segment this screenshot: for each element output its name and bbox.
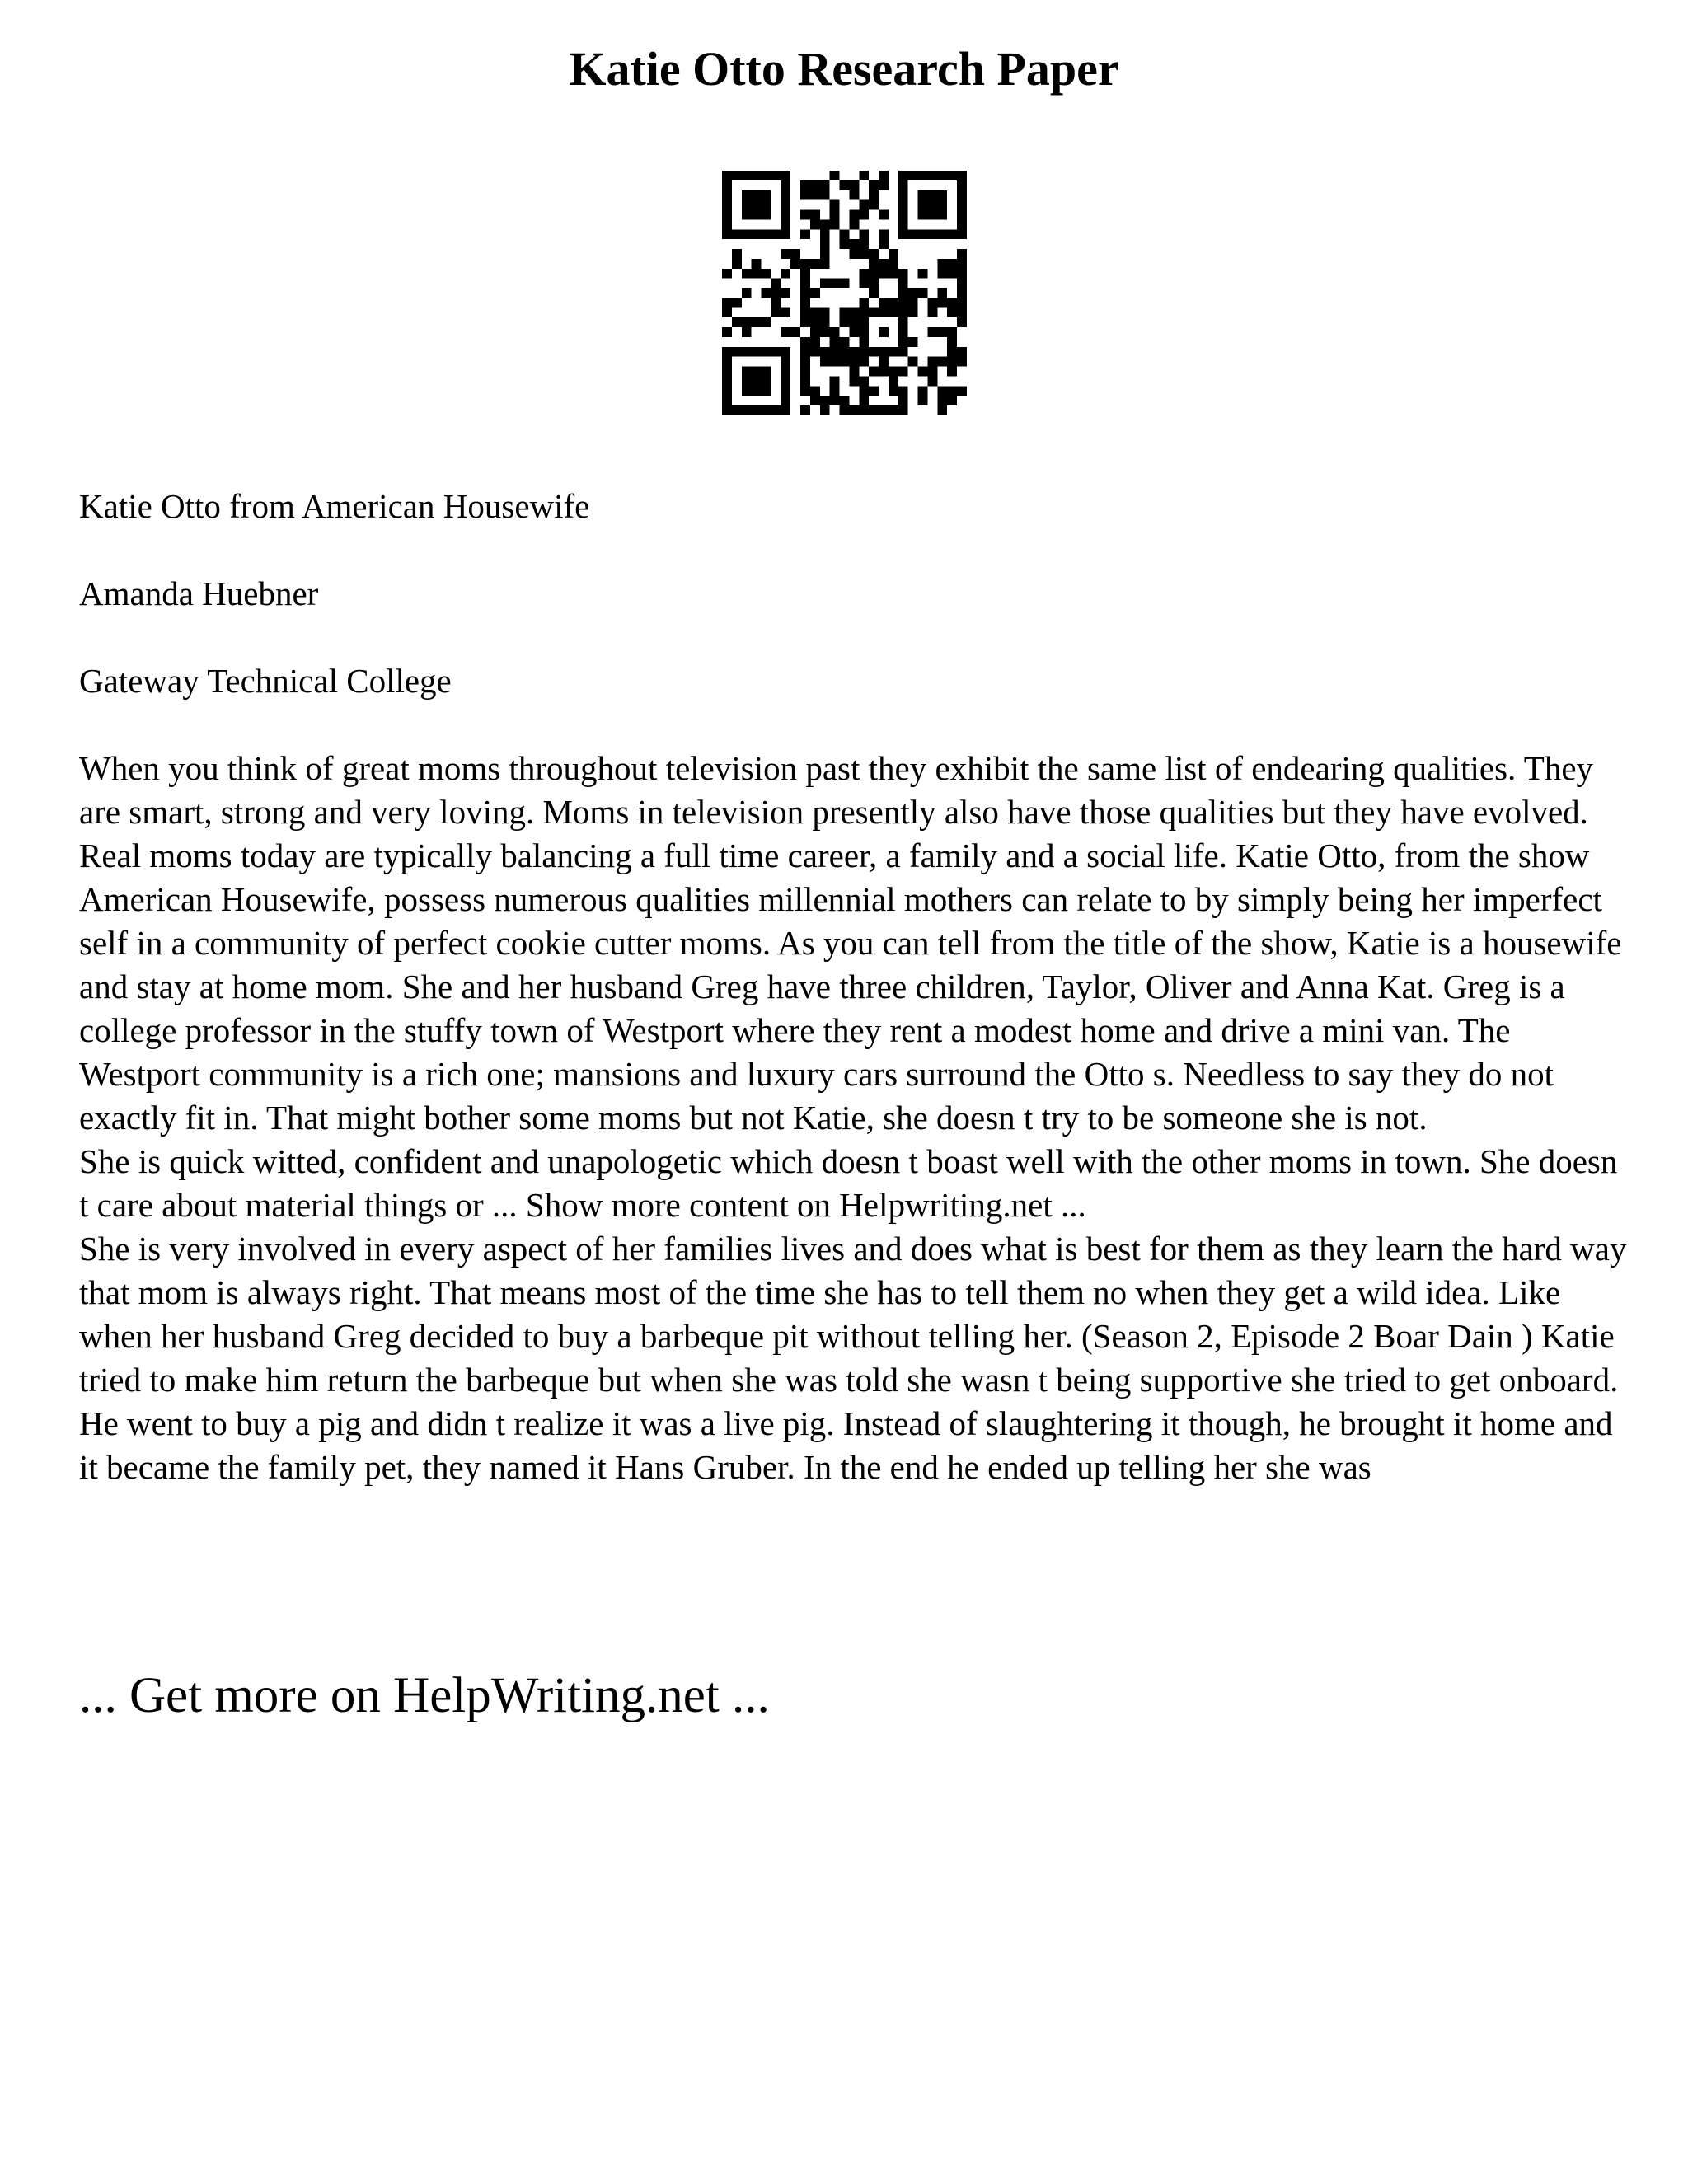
paragraph: She is quick witted, confident and unapologetic which doesn t boast well with the other moms in town. She doesn t care about material things or ... Show more content on Helpwriting.net ... (79, 1142, 1618, 1224)
essay-title: Katie Otto from American Housewife (79, 487, 590, 525)
paragraph: She is very involved in every aspect of her families lives and does what is best for them as they learn the hard way that mom is always right. That means most of the time she has to tell them no when they get a wild idea. Like when her husband Greg decided to buy a barbeque pit without telling her. (Season 2, Episode 2 Boar Dain ) Katie tried to make him return the barbeque but when she was told she wasn t being supportive she tried to get onboard. He went to buy a pig and didn t realize it was a live pig. Instead of slaughtering it though, he brought it home and it became the family pet, they named it Hans Gruber. In the end he ended up telling her she was (79, 1230, 1627, 1486)
paragraph: When you think of great moms throughout television past they exhibit the same list of endearing qualities. They are smart, strong and very loving. Moms in television presently also have those qualities but they have evolved. Real moms today are typically balancing a full time career, a family and a social life. Katie Otto, from the show American Housewife, possess numerous qualities millennial mothers can relate to by simply being her imperfect self in a community of perfect cookie cutter moms. As you can tell from the title of the show, Katie is a housewife and stay at home mom. She and her husband Greg have three children, Taylor, Oliver and Anna Kat. Greg is a college professor in the stuffy town of Westport where they rent a modest home and drive a mini van. The Westport community is a rich one; mansions and luxury cars surround the Otto s. Needless to say they do not exactly fit in. That might bother some moms but not Katie, she doesn t try to be someone she is not. (79, 749, 1622, 1137)
institution-name: Gateway Technical College (79, 662, 452, 700)
page-title: Katie Otto Research Paper (569, 42, 1119, 96)
essay-body (79, 747, 1629, 1489)
qr-code-icon (722, 171, 967, 415)
author-name: Amanda Huebner (79, 574, 319, 612)
get-more-link[interactable]: ... Get more on HelpWriting.net ... (79, 1668, 770, 1723)
